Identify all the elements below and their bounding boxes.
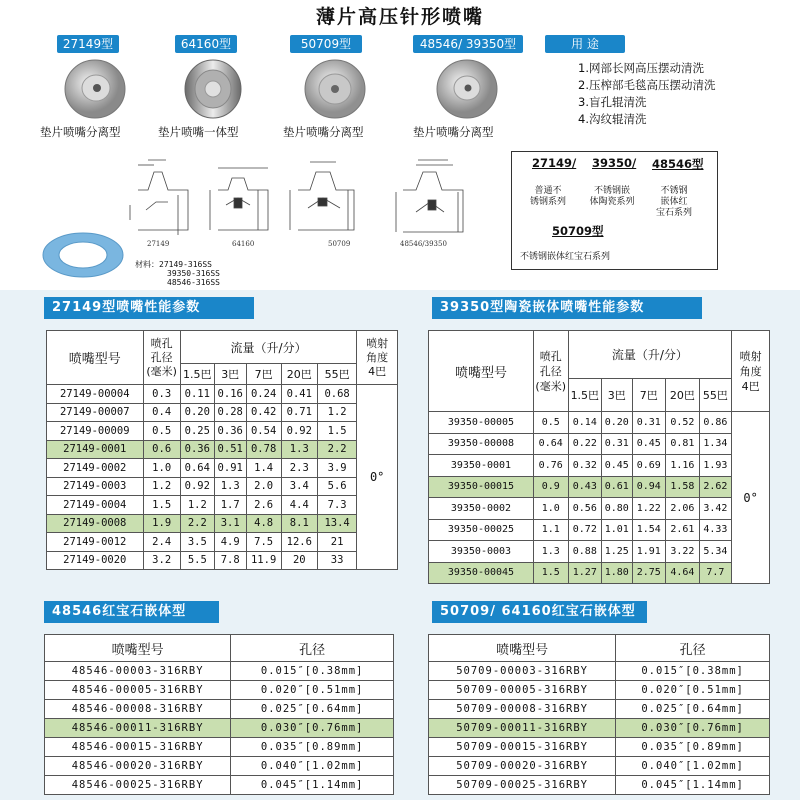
flow-cell: 0.80 (602, 498, 632, 520)
model-cell: 48546-00011-316RBY (45, 719, 231, 738)
series-desc-39350: 不锈钢嵌 体陶瓷系列 (589, 186, 635, 207)
header-pressure: 20巴 (281, 364, 317, 385)
hole-cell: 1.0 (533, 498, 568, 520)
table-row (47, 385, 398, 404)
flow-cell: 20 (281, 551, 317, 570)
nozzle-50709-photo (300, 55, 370, 123)
flow-cell: 0.54 (246, 422, 281, 441)
hole-cell: 0.025″[0.64mm] (616, 700, 770, 719)
flow-cell: 0.86 (699, 412, 732, 434)
flow-cell: 0.68 (317, 385, 356, 404)
model-cell: 50709-00008-316RBY (429, 700, 616, 719)
model-cell: 50709-00015-316RBY (429, 738, 616, 757)
hole-cell: 0.015″[0.38mm] (231, 662, 394, 681)
header-flow: 流量（升/分） (180, 331, 357, 364)
model-cell: 39350-0002 (429, 498, 534, 520)
model-cell: 39350-0001 (429, 455, 534, 477)
series-desc-48546: 不锈钢 嵌体红 宝石系列 (655, 186, 692, 218)
header-pressure: 3巴 (602, 378, 632, 411)
flow-cell: 1.2 (317, 403, 356, 422)
flow-cell: 8.1 (281, 514, 317, 533)
model-cell: 50709-00020-316RBY (429, 757, 616, 776)
page-title: 薄片高压针形喷嘴 (315, 6, 484, 28)
model-tag-48546-39350: 48546/ 39350型 (413, 35, 523, 53)
table-row (429, 562, 770, 584)
flow-cell: 7.7 (699, 562, 732, 584)
flow-cell: 2.2 (317, 440, 356, 459)
flow-cell: 7.3 (317, 496, 356, 515)
table-row (429, 757, 770, 776)
table-row (45, 662, 394, 681)
flow-cell: 2.3 (281, 459, 317, 478)
hole-cell: 0.030″[0.76mm] (231, 719, 394, 738)
model-cell: 48546-00005-316RBY (45, 681, 231, 700)
flow-cell: 2.0 (246, 477, 281, 496)
flow-cell: 11.9 (246, 551, 281, 570)
table-row (45, 757, 394, 776)
table-row (429, 719, 770, 738)
flow-cell: 3.42 (699, 498, 732, 520)
flow-cell: 1.54 (632, 519, 666, 541)
hole-cell: 3.2 (143, 551, 180, 570)
flow-cell: 1.91 (632, 541, 666, 563)
table-row (47, 496, 398, 515)
flow-cell: 0.64 (180, 459, 214, 478)
flow-cell: 0.31 (602, 433, 632, 455)
caption-48546: 垫片喷嘴分离型 (413, 125, 494, 139)
table-row (429, 519, 770, 541)
flow-cell: 0.91 (214, 459, 246, 478)
model-cell: 27149-0002 (47, 459, 144, 478)
hole-cell: 2.4 (143, 533, 180, 552)
flow-cell: 0.78 (246, 440, 281, 459)
flow-cell: 5.6 (317, 477, 356, 496)
flow-cell: 0.14 (568, 412, 602, 434)
flow-cell: 1.01 (602, 519, 632, 541)
flow-cell: 2.62 (699, 476, 732, 498)
model-cell: 39350-00045 (429, 562, 534, 584)
header-hole: 喷孔 孔径 (毫米) (533, 331, 568, 412)
header-angle: 喷射 角度 4巴 (357, 331, 398, 385)
model-cell: 27149-0001 (47, 440, 144, 459)
model-cell: 27149-00009 (47, 422, 144, 441)
table-row (45, 719, 394, 738)
flow-cell: 0.20 (602, 412, 632, 434)
section-title-50709: 50709/ 64160红宝石嵌体型 (432, 601, 647, 623)
table-row (429, 738, 770, 757)
table-row (429, 776, 770, 795)
hole-cell: 0.040″[1.02mm] (616, 757, 770, 776)
hole-cell: 1.5 (533, 562, 568, 584)
model-cell: 27149-0008 (47, 514, 144, 533)
header-pressure: 55巴 (317, 364, 356, 385)
hole-cell: 0.030″[0.76mm] (616, 719, 770, 738)
flow-cell: 0.81 (666, 433, 700, 455)
table-row (429, 455, 770, 477)
series-50709: 50709型 (552, 224, 604, 238)
header-pressure: 20巴 (666, 378, 700, 411)
model-cell: 27149-0004 (47, 496, 144, 515)
model-cell: 27149-0020 (47, 551, 144, 570)
section-title-39350: 39350型陶瓷嵌体喷嘴性能参数 (432, 297, 702, 319)
model-cell: 39350-00015 (429, 476, 534, 498)
section-title-27149: 27149型喷嘴性能参数 (44, 297, 254, 319)
table-row (47, 422, 398, 441)
model-cell: 27149-0003 (47, 477, 144, 496)
table-row (47, 551, 398, 570)
table-row (429, 498, 770, 520)
header-hole: 喷孔 孔径 (毫米) (143, 331, 180, 385)
table-row (429, 476, 770, 498)
header-model: 喷嘴型号 (45, 635, 231, 662)
model-cell: 27149-0012 (47, 533, 144, 552)
hole-cell: 1.2 (143, 477, 180, 496)
flow-cell: 0.94 (632, 476, 666, 498)
table-row (45, 700, 394, 719)
flow-cell: 0.45 (632, 433, 666, 455)
caption-50709: 垫片喷嘴分离型 (283, 125, 364, 139)
model-cell: 48546-00015-316RBY (45, 738, 231, 757)
flow-cell: 0.92 (281, 422, 317, 441)
flow-cell: 0.36 (214, 422, 246, 441)
table-row (47, 403, 398, 422)
flow-cell: 2.6 (246, 496, 281, 515)
flow-cell: 7.5 (246, 533, 281, 552)
flow-cell: 4.4 (281, 496, 317, 515)
drawing-label-64160: 64160 (232, 240, 255, 248)
angle-cell: 0° (357, 385, 398, 570)
flow-cell: 0.11 (180, 385, 214, 404)
hole-cell: 0.9 (533, 476, 568, 498)
usage-list (578, 60, 715, 128)
angle-cell: 0° (732, 412, 770, 584)
hole-cell: 0.020″[0.51mm] (231, 681, 394, 700)
table-row (45, 681, 394, 700)
table-row (429, 412, 770, 434)
series-desc-27149: 普通不 锈钢系列 (529, 186, 566, 207)
model-tag-27149: 27149型 (57, 35, 119, 53)
technical-drawings (118, 150, 508, 260)
flow-cell: 3.22 (666, 541, 700, 563)
header-hole: 孔径 (616, 635, 770, 662)
flow-cell: 0.88 (568, 541, 602, 563)
flow-cell: 1.2 (180, 496, 214, 515)
model-tag-50709: 50709型 (290, 35, 362, 53)
flow-cell: 5.34 (699, 541, 732, 563)
table-39350 (428, 330, 770, 584)
flow-cell: 0.22 (568, 433, 602, 455)
hole-cell: 0.015″[0.38mm] (616, 662, 770, 681)
hole-cell: 0.035″[0.89mm] (616, 738, 770, 757)
usage-title: 用 途 (545, 35, 625, 53)
usage-item: 3.盲孔辊清洗 (578, 95, 647, 109)
flow-cell: 3.5 (180, 533, 214, 552)
header-pressure: 7巴 (632, 378, 666, 411)
flow-cell: 0.42 (246, 403, 281, 422)
flow-cell: 2.06 (666, 498, 700, 520)
flow-cell: 1.58 (666, 476, 700, 498)
hole-cell: 1.3 (533, 541, 568, 563)
flow-cell: 7.8 (214, 551, 246, 570)
flow-cell: 4.33 (699, 519, 732, 541)
hole-cell: 0.5 (533, 412, 568, 434)
flow-cell: 0.43 (568, 476, 602, 498)
hole-cell: 0.6 (143, 440, 180, 459)
usage-item: 4.沟纹辊清洗 (578, 112, 647, 126)
flow-cell: 1.93 (699, 455, 732, 477)
flow-cell: 1.34 (699, 433, 732, 455)
usage-item: 2.压榨部毛毯高压摆动清洗 (578, 78, 716, 92)
flow-cell: 3.4 (281, 477, 317, 496)
flow-cell: 2.61 (666, 519, 700, 541)
table-row (47, 477, 398, 496)
header-pressure: 3巴 (214, 364, 246, 385)
model-tag-64160: 64160型 (175, 35, 237, 53)
model-cell: 39350-00005 (429, 412, 534, 434)
table-row (47, 533, 398, 552)
flow-cell: 1.3 (281, 440, 317, 459)
series-48546: 48546型 (652, 157, 704, 171)
flow-cell: 1.80 (602, 562, 632, 584)
header-model: 喷嘴型号 (429, 331, 534, 412)
flow-cell: 2.75 (632, 562, 666, 584)
flow-cell: 0.72 (568, 519, 602, 541)
flow-cell: 12.6 (281, 533, 317, 552)
flow-cell: 3.9 (317, 459, 356, 478)
caption-64160: 垫片喷嘴一体型 (158, 125, 239, 139)
header-angle: 喷射 角度 4巴 (732, 331, 770, 412)
flow-cell: 4.8 (246, 514, 281, 533)
hole-cell: 1.9 (143, 514, 180, 533)
series-desc-50709: 不锈钢嵌体红宝石系列 (520, 252, 611, 262)
table-row (429, 433, 770, 455)
model-cell: 39350-00025 (429, 519, 534, 541)
header-pressure: 7巴 (246, 364, 281, 385)
flow-cell: 33 (317, 551, 356, 570)
model-cell: 48546-00003-316RBY (45, 662, 231, 681)
header-hole: 孔径 (231, 635, 394, 662)
flow-cell: 0.16 (214, 385, 246, 404)
gasket-ring-image (40, 230, 126, 280)
table-row (47, 459, 398, 478)
model-cell: 50709-00003-316RBY (429, 662, 616, 681)
flow-cell: 0.45 (602, 455, 632, 477)
flow-cell: 0.51 (214, 440, 246, 459)
model-cell: 48546-00008-316RBY (45, 700, 231, 719)
model-cell: 50709-00005-316RBY (429, 681, 616, 700)
model-cell: 48546-00020-316RBY (45, 757, 231, 776)
section-title-48546: 48546红宝石嵌体型 (44, 601, 219, 623)
model-cell: 48546-00025-316RBY (45, 776, 231, 795)
flow-cell: 0.36 (180, 440, 214, 459)
table-row (429, 681, 770, 700)
model-cell: 39350-00008 (429, 433, 534, 455)
table-row (45, 776, 394, 795)
header-flow: 流量（升/分） (568, 331, 732, 379)
header-pressure: 1.5巴 (180, 364, 214, 385)
flow-cell: 0.61 (602, 476, 632, 498)
flow-cell: 4.9 (214, 533, 246, 552)
header-pressure: 1.5巴 (568, 378, 602, 411)
table-50709 (428, 634, 770, 795)
table-row (429, 541, 770, 563)
model-cell: 50709-00025-316RBY (429, 776, 616, 795)
flow-cell: 0.71 (281, 403, 317, 422)
hole-cell: 0.3 (143, 385, 180, 404)
flow-cell: 0.20 (180, 403, 214, 422)
flow-cell: 1.25 (602, 541, 632, 563)
header-pressure: 55巴 (699, 378, 732, 411)
hole-cell: 1.1 (533, 519, 568, 541)
table-row (429, 700, 770, 719)
hole-cell: 0.040″[1.02mm] (231, 757, 394, 776)
nozzle-64160-photo (180, 55, 246, 123)
flow-cell: 5.5 (180, 551, 214, 570)
table-27149 (46, 330, 398, 570)
flow-cell: 0.24 (246, 385, 281, 404)
series-box (511, 151, 718, 270)
material-text: 材料：27149-316SS 39350-316SS 48546-316SS (135, 260, 220, 287)
flow-cell: 2.2 (180, 514, 214, 533)
table-row (45, 738, 394, 757)
drawing-label-48546: 48546/39350 (400, 240, 447, 248)
hole-cell: 1.0 (143, 459, 180, 478)
flow-cell: 21 (317, 533, 356, 552)
drawing-label-27149: 27149 (147, 240, 170, 248)
flow-cell: 3.1 (214, 514, 246, 533)
flow-cell: 13.4 (317, 514, 356, 533)
header-model: 喷嘴型号 (429, 635, 616, 662)
hole-cell: 0.045″[1.14mm] (616, 776, 770, 795)
hole-cell: 0.045″[1.14mm] (231, 776, 394, 795)
flow-cell: 0.41 (281, 385, 317, 404)
table-row (47, 514, 398, 533)
flow-cell: 0.31 (632, 412, 666, 434)
flow-cell: 0.28 (214, 403, 246, 422)
model-cell: 39350-0003 (429, 541, 534, 563)
flow-cell: 0.25 (180, 422, 214, 441)
hole-cell: 0.64 (533, 433, 568, 455)
hole-cell: 0.76 (533, 455, 568, 477)
flow-cell: 1.4 (246, 459, 281, 478)
flow-cell: 0.32 (568, 455, 602, 477)
flow-cell: 1.3 (214, 477, 246, 496)
drawing-label-50709: 50709 (328, 240, 351, 248)
series-27149: 27149/ (532, 156, 577, 170)
flow-cell: 0.56 (568, 498, 602, 520)
flow-cell: 1.5 (317, 422, 356, 441)
table-48546 (44, 634, 394, 795)
header-model: 喷嘴型号 (47, 331, 144, 385)
usage-item: 1.网部长网高压摆动清洗 (578, 61, 704, 75)
hole-cell: 0.4 (143, 403, 180, 422)
hole-cell: 1.5 (143, 496, 180, 515)
table-row (429, 662, 770, 681)
table-row (47, 440, 398, 459)
hole-cell: 0.025″[0.64mm] (231, 700, 394, 719)
flow-cell: 1.7 (214, 496, 246, 515)
caption-27149: 垫片喷嘴分离型 (40, 125, 121, 139)
model-cell: 50709-00011-316RBY (429, 719, 616, 738)
flow-cell: 0.69 (632, 455, 666, 477)
nozzle-48546-photo (432, 55, 502, 123)
hole-cell: 0.035″[0.89mm] (231, 738, 394, 757)
flow-cell: 1.16 (666, 455, 700, 477)
series-39350: 39350/ (592, 156, 637, 170)
hole-cell: 0.5 (143, 422, 180, 441)
flow-cell: 0.52 (666, 412, 700, 434)
hole-cell: 0.020″[0.51mm] (616, 681, 770, 700)
flow-cell: 0.92 (180, 477, 214, 496)
flow-cell: 4.64 (666, 562, 700, 584)
model-cell: 27149-00004 (47, 385, 144, 404)
model-cell: 27149-00007 (47, 403, 144, 422)
nozzle-27149-photo (60, 55, 130, 123)
flow-cell: 1.22 (632, 498, 666, 520)
flow-cell: 1.27 (568, 562, 602, 584)
